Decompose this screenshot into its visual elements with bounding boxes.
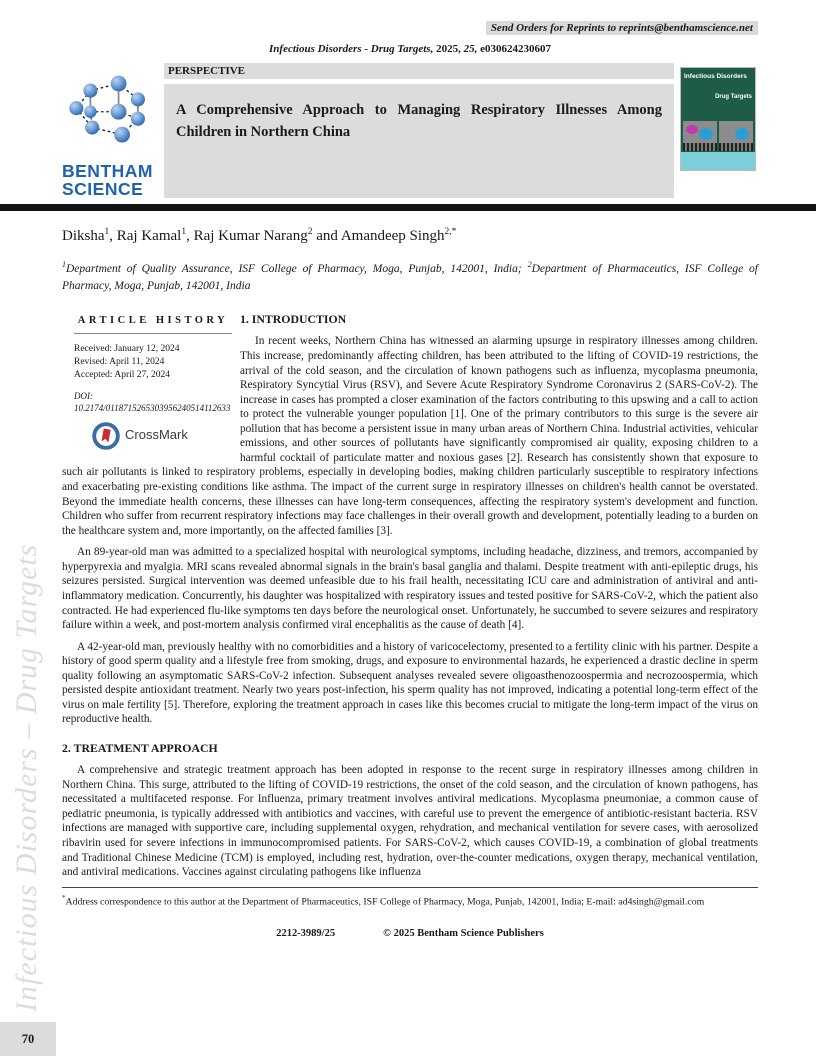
article-history-rule [74,333,232,334]
bentham-wordmark [62,163,164,198]
author-2: Raj Kamal [116,228,182,244]
author-separator: , [109,228,117,244]
author-1: Diksha [62,228,105,244]
author-3-affmark: 2 [307,227,313,237]
reprint-notice-text: Send Orders for Reprints to reprints@benthamscience.net [486,21,758,35]
separator-bar [0,204,816,211]
page-footer [62,928,758,939]
treatment-heading: 2. TREATMENT APPROACH [62,741,218,755]
doi-block [74,390,232,414]
title-column [164,63,674,198]
article-history-box [62,312,240,450]
revised-date: Revised: April 11, 2024 [74,357,165,367]
crossmark-badge[interactable] [92,422,232,450]
cover-figure-left [683,121,717,151]
masthead [62,63,758,198]
cover-figures [681,120,755,152]
footer-issn: 2212-3989/25 [276,928,336,940]
affiliation-1-mark: 1 [62,260,66,269]
affiliation-1: Department of Quality Assurance, ISF College of Pharmacy, Moga, Punjab, 142001, India; [66,262,528,275]
footnote-text: Address correspondence to this author at the Department of Pharmaceutics, ISF College of Pharmacy, Moga, Punjab, 142001, India; E-mail: ad4singh@gmail.com [65,895,705,907]
page-number-badge: 70 [0,1022,56,1056]
intro-heading: 1. INTRODUCTION [240,312,347,327]
author-separator: , [186,228,194,244]
footnote-asterisk: * [62,893,66,902]
article-history-heading: ARTICLE HISTORY [77,315,229,327]
treatment-paragraph-1: A comprehensive and strategic treatment approach has been adopted in response to the recent surge in respiratory illnesses among children in Northern China. This surge, attributed to the lifting of COVID-19 restrictions, the onset of the cold season, and the circulation of known pathogens, has necessitated a multifaceted response. For Influenza, primary treatment involves antiviral medications. Mycoplasma pneumoniae, a common cause of pediatric pneumonia, is typically addressed with antibiotics and vaccines, with careful use to prevent the emergence of antibiotic-resistant bacteria. RSV infections are managed with supportive care, including supplemental oxygen, rehydration, and mechanical ventilation for severe cases, with aerosolized ribavirin used for severe infections in immunocompromised patients. For SARS-CoV-2, which causes COVID-19, a combination of global treatments and Traditional Chinese Medicine (TCM) is employed, including rest, hydration, over-the-counter medications, oxygen therapy, mechanical ventilation, and antiviral medications. Vaccines against circulating pathogens like influenza [62,764,758,879]
journal-citation [62,43,758,55]
intro-paragraph-3: A 42-year-old man, previously healthy with no comorbidities and a history of varicocelectomy, presented to a fertility clinic with his partner. Despite a history of good sperm quality and a lifestyle free from smoking, drugs, and exposure to environmental hazards, he experienced a drastic decline in sperm quality following an asymptomatic SARS-CoV-2 infection. Subsequent analyses revealed severe oligoasthenozoospermia and necrozoospermia, which persisted despite antioxidant treatment. Nearly two years post-infection, his sperm quality has not improved, indicating a potential long-term effect of the virus on male fertility [5]. Therefore, exploring the treatment approach in cases like this becomes crucial to mitigate the long-term impact of the virus on reproductive health. [62,640,758,726]
title-block [164,84,674,198]
author-2-affmark: 1 [181,227,187,237]
bentham-wordmark-line2: SCIENCE [62,178,144,199]
affiliation-2: Department of Pharmaceutics, ISF College of Pharmacy, Moga, Punjab, 142001, India [62,262,758,292]
article-body [62,312,758,880]
article-title: A Comprehensive Approach to Managing Respiratory Illnesses Among Children in Northern China [176,102,662,141]
author-1-affmark: 1 [104,227,110,237]
bentham-wordmark-line1: BENTHAM [62,161,153,181]
authors-line [62,227,758,245]
cover-header [681,68,755,120]
journal-volume: 25, [460,43,478,55]
cover-title-line2: Drug Targets [715,94,752,100]
author-3: Raj Kumar Narang [193,228,308,244]
bentham-molecule-icon [64,73,152,161]
crossmark-icon [92,422,120,450]
author-separator: and [312,228,341,244]
article-history-dates [74,343,232,383]
article-type-label: PERSPECTIVE [164,63,674,79]
intro-paragraph-1: In recent weeks, Northern China has witnessed an alarming upsurge in respiratory illnesses among children. This increase, predominantly affecting children, has been attributed to the lifting of COVID-19 restrictions, the arrival of the cold season, and the circulation of known pathogens such as influenza, mycoplasma pneumonia, Respiratory Syncytial Virus (RSV), and Severe Acute Respiratory Syndrome Coronavirus 2 (SARS-CoV-2). The increase in cases has prompted a closer examination of the factors contributing to this upswing and a call to action to protect the vulnerable younger population [1]. One of the primary contributors to this surge is the severe air pollution that has become a persistent issue in many urban areas of Northern China. Industrial activities, vehicular emissions, and other sources of pollutants have significantly compromised air quality, exposing children to a harmful cocktail of particulate matter and noxious gases [2]. Research has consistently shown that exposure to such air pollutants is linked to respiratory problems, especially in developing bodies, making children particularly susceptible to respiratory infections and exacerbating pre-existing conditions like asthma. The impact of the current surge in respiratory illnesses on children's health cannot be overstated. Beyond the immediate health concerns, these illnesses can have long-term consequences, affecting the respiratory system's development and function. Children who suffer from recurrent respiratory infections may face challenges in their overall growth and development, potentially leading to a burden on the healthcare system and, more importantly, on the affected families [3]. [62,335,758,537]
journal-year: 2025, [433,43,461,55]
footer-copyright: © 2025 Bentham Science Publishers [383,928,544,940]
affiliations [62,259,758,294]
received-date: Received: January 12, 2024 [74,343,180,354]
bentham-logo [62,63,164,198]
accepted-date: Accepted: April 27, 2024 [74,370,171,381]
journal-cover-thumbnail [680,63,758,198]
journal-name: Infectious Disorders - Drug Targets, [269,43,434,55]
reprint-notice [62,22,758,34]
cover-title-line1: Infectious Disorders [684,73,747,80]
cover-image [680,67,756,171]
cover-footer [681,152,755,170]
intro-paragraph-2: An 89-year-old man was admitted to a specialized hospital with neurological symptoms, including headache, dizziness, and tremors, accompanied by hyperpyrexia and myalgia. MRI scans revealed abnormal signals in the brain's basal ganglia and thalami. Despite treatment with anti-epileptic drugs, his seizures persisted. Surgical intervention was deemed unfeasible due to his frail health, necessitating ICU care and administration of antiviral and anti-inflammatory medication. Concurrently, his daughter was hospitalized with respiratory issues and tested positive for SARS-CoV-2, which the patient also contracted. He had experienced flu-like symptoms ten days before the neurological onset. Unfortunately, he succumbed to severe seizures and respiratory failure within a week, and post-mortem analysis confirmed viral encephalitis as the cause of death [4]. [62,546,758,632]
cover-figure-right [719,121,753,151]
correspondence-footnote [62,887,758,909]
author-4-affmark: 2,* [444,227,457,237]
author-4: Amandeep Singh [340,228,445,244]
affiliation-2-mark: 2 [527,260,532,269]
doi-label: DOI: [74,390,93,401]
journal-article-id: e030624230607 [477,43,551,55]
crossmark-label: CrossMark [125,427,188,443]
vertical-journal-title: Infectious Disorders – Drug Targets [10,543,43,1012]
doi-value: 10.2174/0118715265303956240514112633 [74,402,231,413]
